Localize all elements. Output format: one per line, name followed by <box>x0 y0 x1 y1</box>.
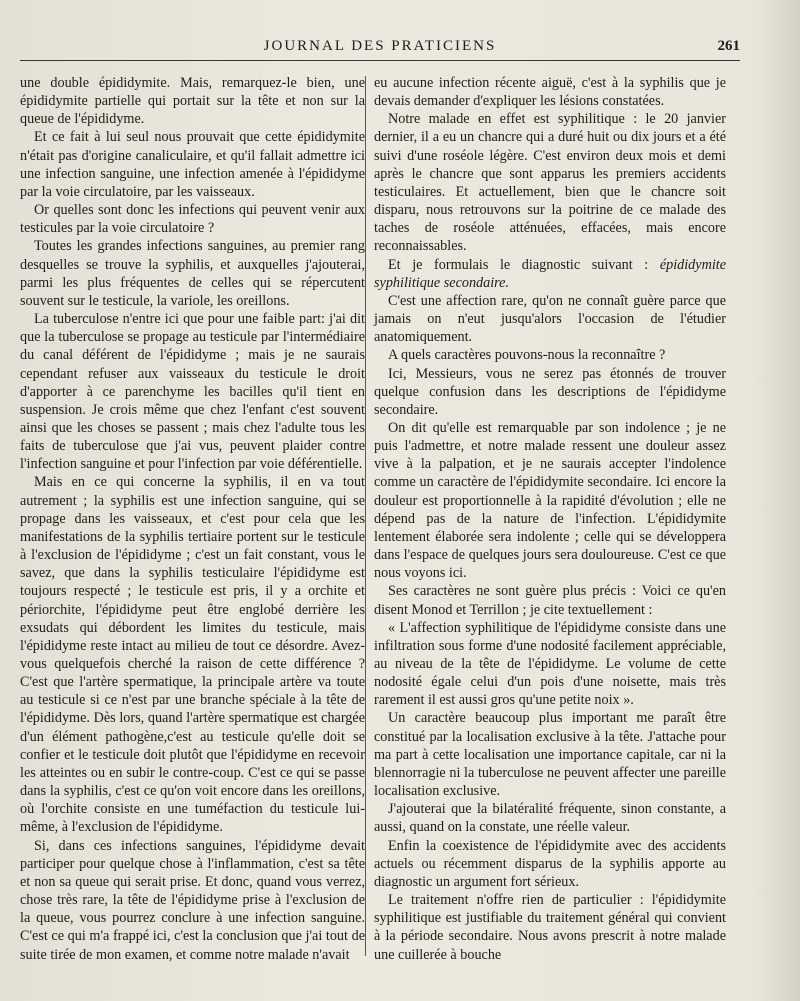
paragraph-diagnosis <box>374 256 726 292</box>
paragraph: C'est une affection rare, qu'on ne connaît guère parce que jamais on n'eut jusqu'alors l'occasion de l'étudier anatomiquement. <box>374 292 726 346</box>
paragraph: Enfin la coexistence de l'épididymite avec des accidents actuels ou récemment disparus de la syphilis apporte au diagnostic un argument fort sérieux. <box>374 837 726 890</box>
paragraph: Le traitement n'offre rien de particulier : l'épididymite syphilitique est justifiable du traitement général qui convient à la période secondaire. Nous avons prescrit à notre malade une cuillerée à bouche <box>374 892 726 963</box>
quotation: « L'affection syphilitique de l'épididyme consiste dans une infiltration sous forme d'une nodosité facilement appréciable, au niveau de la tête de l'épididyme. Le volume de cette nodosité égale celui d'un pois d'une noisette, mais très rarement il est aussi gros qu'une petite noix ». <box>374 619 726 709</box>
diagnosis-italic: épididymite syphilitique secondaire. <box>374 256 726 291</box>
paragraph: eu aucune infection récente aiguë, c'est à la syphilis que je devais demander d'expliquer les lésions constatées. <box>374 75 726 110</box>
paragraph: Mais en ce qui concerne la syphilis, il en va tout autrement ; la syphilis est une infection sanguine, qui se propage dans les vaisseaux, et c'est pour cela que les manifestations de la syphilis tertiaire portent sur le testicule à l'exclusion de l'épididyme ; c'est un fait constant, vous le savez, que dans la syphilis testiculaire l'épididyme est toujours respecté ; le testicule est pris, il y a orchite et périorchite, l'épididyme peut être englobé derrière les exsudats qui débordent les limites du testicule, mais l'épididyme reste intact au milieu de tout ce désordre. Avez-vous quelquefois cherché la raison de cette différence ? C'est que l'artère spermatique, la principale artère va toute au testicule si ce n'est par une branche spéciale à la tête de l'épididyme. Dès lors, quand l'artère spermatique est chargée d'un élément pathogène,c'est au testicule qu'elle doit se confier et le testicule doit plutôt que l'épididyme en recevoir les atteintes ou en subir le contre-coup. C'est ce qui se passe dans la syphilis, c'est ce qu'on voit encore dans les oreillons, où l'orchite consiste en une tuméfaction du testicule lui-même, à l'exclusion de l'épididyme. <box>20 474 365 836</box>
paragraph: A quels caractères pouvons-nous la reconnaître ? <box>388 347 666 364</box>
paragraph: Un caractère beaucoup plus important me paraît être constitué par la localisation exclusive à la tête. J'attache pour ma part à cette localisation une importance capitale, car ni la blennorragie ni la tuberculose ne peuvent affecter une pareille localisation exclusive. <box>374 710 726 800</box>
diagnosis-lead: Et je formulais le diagnostic suivant : <box>388 256 660 273</box>
paragraph: La tuberculose n'entre ici que pour une faible part: j'ai dit que la tuberculose se propage au testicule par l'intermédiaire du canal déférent de l'épididyme ; mais je ne saurais cependant refuser aux vaisseaux du testicule le droit d'apporter à ce parenchyme les bacilles qu'il tient en suspension. Je crois même que chez l'enfant c'est souvent ainsi que les choses se passent ; mais chez l'adulte tous les faits de tuberculose que j'ai vus, peuvent plaider contre l'infection sanguine et pour l'infection par voie déférentielle. <box>20 311 365 473</box>
paragraph: Toutes les grandes infections sanguines, au premier rang desquelles se trouve la syphilis, et auxquelles j'ajouterai, parmi les plus fréquentes de celles qui se répercutent souvent sur le testicule, la variole, les oreillons. <box>20 238 365 309</box>
page-header <box>20 38 740 61</box>
paragraph: Or quelles sont donc les infections qui peuvent venir aux testicules par la voie circulatoire ? <box>20 202 365 237</box>
page-number: 261 <box>717 38 740 54</box>
paragraph: Ici, Messieurs, vous ne serez pas étonnés de trouver quelque confusion dans les descriptions de l'épididyme secondaire. <box>374 365 726 418</box>
paragraph: une double épididymite. Mais, remarquez-le bien, une épididymite partielle qui portait sur la tête et non sur la queue de l'épididyme. <box>20 75 365 128</box>
page-edge-shadow <box>755 0 800 1001</box>
paragraph: On dit qu'elle est remarquable par son indolence ; je ne puis l'admettre, et notre malade ressent une douleur assez vive à la palpation, et je ne saurais accepter l'indolence comme un caractère de l'épididymite secondaire. Ici encore la douleur est proportionnelle à la rapidité d'évolution ; elle ne dépend pas de la nature de l'infection. L'épididymite lentement élaborée sera indolente ; celle qui se développera dans l'espace de quelques jours sera douloureuse. C'est ce que nous voyons ici. <box>374 419 726 582</box>
running-title: JOURNAL DES PRATICIENS <box>263 38 497 54</box>
right-column <box>374 74 726 974</box>
left-column <box>20 74 365 974</box>
paragraph: Notre malade en effet est syphilitique : le 20 janvier dernier, il a eu un chancre qui a duré huit ou dix jours et a été suivi d'une roséole légère. C'est environ deux mois et demi après le chancre que sont apparus les premiers accidents testiculaires. Et actuellement, bien que le chancre soit disparu, nous retrouvons sur la poitrine de ce malade des taches de roséole atténuées, effacées, mais encore reconnaissables. <box>374 111 726 255</box>
paragraph: Si, dans ces infections sanguines, l'épididyme devait participer pour quelque chose à l'inflammation, c'est sa tête et non sa queue qui serait prise. Et donc, quand vous verrez, chose très rare, la tête de l'épididyme prise à l'exclusion de la queue, vous pourrez conclure à une infection sanguine. C'est ce qui m'a frappé ici, c'est la conclusion que j'ai tout de suite tirée de mon examen, et comme notre malade n'avait <box>20 837 365 963</box>
paragraph: J'ajouterai que la bilatéralité fréquente, sinon constante, a aussi, quand on la constate, une réelle valeur. <box>374 801 726 836</box>
paragraph: Et ce fait à lui seul nous prouvait que cette épididymite n'était pas d'origine canaliculaire, et qu'il fallait admettre ici une infection sanguine, une infection amenée à l'épididyme par la voie circulatoire, par les vaisseaux. <box>20 129 365 200</box>
paragraph: Ses caractères ne sont guère plus précis : Voici ce qu'en disent Monod et Terrillon ; je cite textuellement : <box>374 583 726 618</box>
column-divider <box>365 76 366 956</box>
